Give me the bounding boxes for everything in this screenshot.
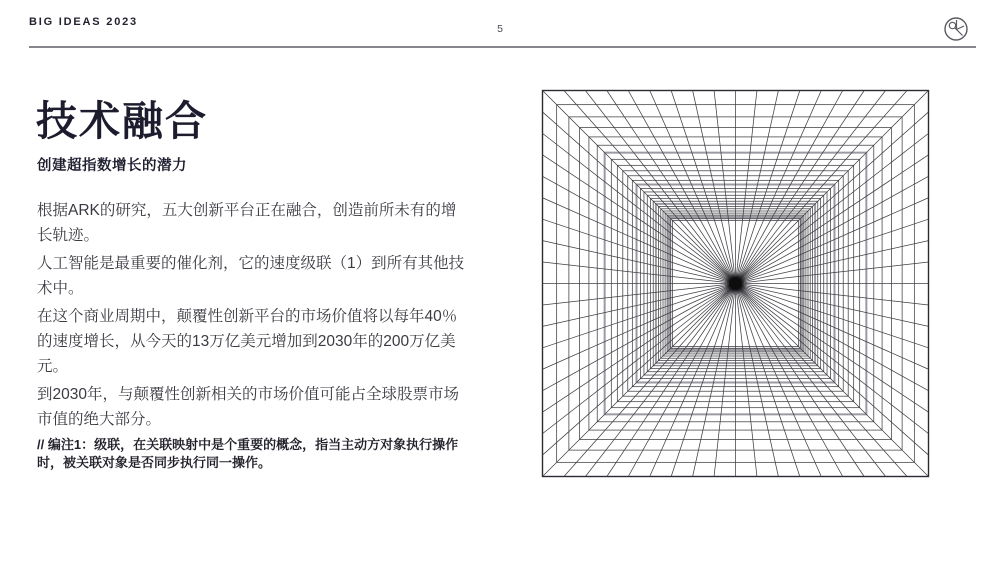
header-divider xyxy=(29,46,976,48)
body-paragraph: 在这个商业周期中，颠覆性创新平台的市场价值将以每年40％的速度增长，从今天的13万亿美元增加到2030年的200万亿美元。 xyxy=(37,308,458,375)
body-paragraph: 人工智能是最重要的催化剂，它的速度级联（1）到所有其他技术中。 xyxy=(37,255,465,297)
page-subtitle: 创建超指数增长的潜力 xyxy=(37,158,187,174)
body-paragraph: 根据ARK的研究，五大创新平台正在融合，创造前所未有的增长轨迹。 xyxy=(37,202,457,244)
perspective-tunnel-graphic xyxy=(541,89,930,478)
footnote: // 编注1：级联，在关联映射中是个重要的概念，指当主动方对象执行操作时，被关联对象是否同步执行同一操作。 xyxy=(37,437,459,470)
page-title: 技术融合 xyxy=(36,98,208,145)
body-paragraph: 到2030年，与颠覆性创新相关的市场价值可能占全球股票市场市值的绝大部分。 xyxy=(37,386,459,428)
tunnel-svg xyxy=(541,89,930,478)
ark-circle-logo-icon xyxy=(943,16,969,42)
report-brand-label: BIG IDEAS 2023 xyxy=(29,16,138,28)
body-text-block xyxy=(37,198,465,435)
page-number: 5 xyxy=(497,23,503,35)
